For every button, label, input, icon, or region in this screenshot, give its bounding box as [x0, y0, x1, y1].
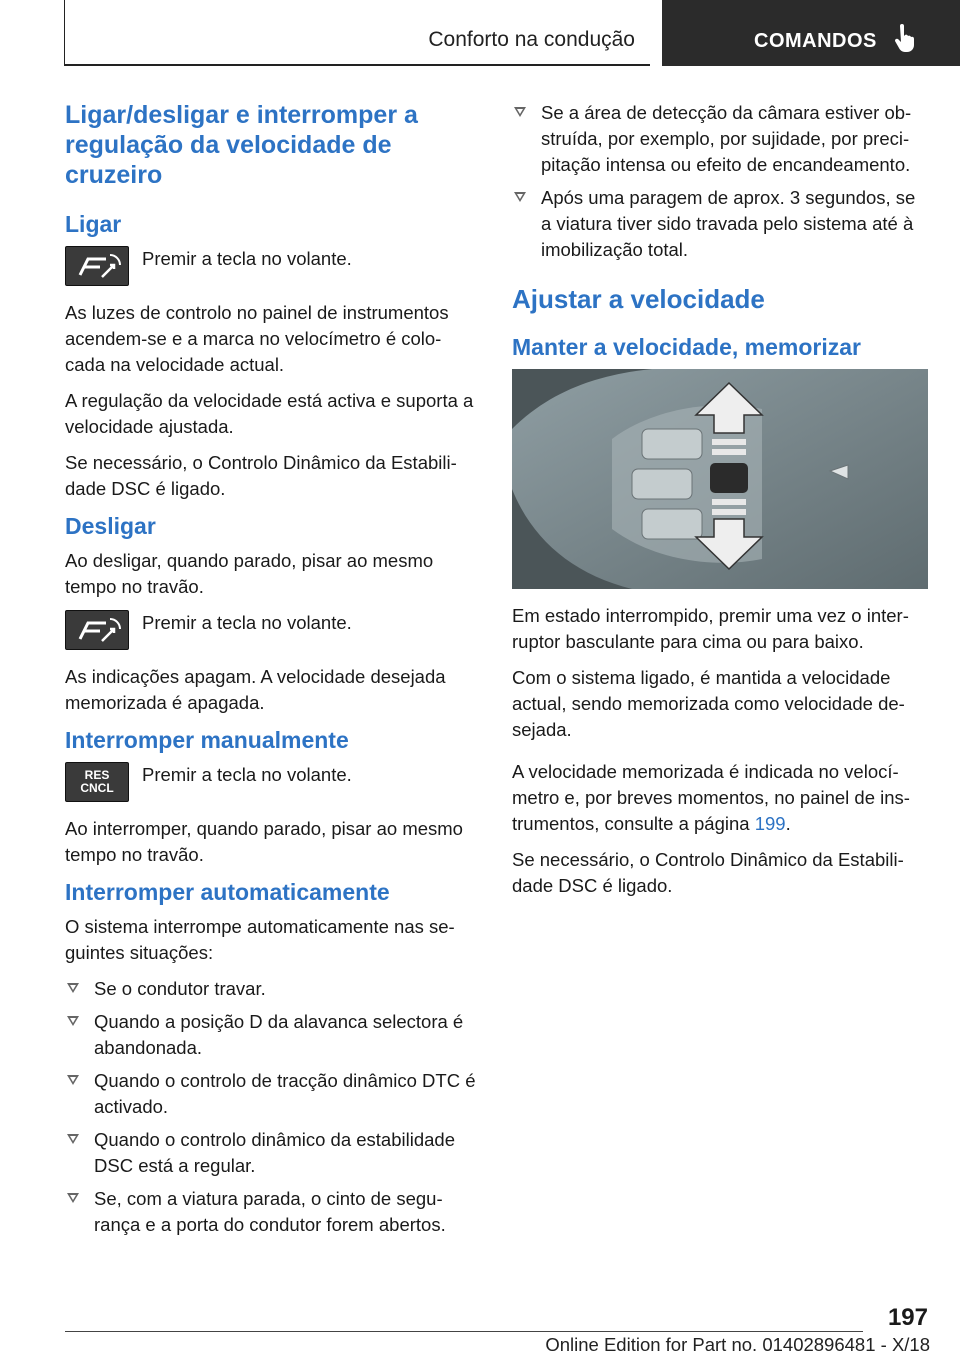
bullet-triangle-icon — [67, 1193, 79, 1203]
header-divider — [64, 0, 65, 64]
chapter-label: COMANDOS — [754, 30, 877, 52]
right-list — [512, 100, 930, 263]
heading-interromper-auto: Interromper automaticamente — [65, 879, 390, 905]
cruise-control-key-icon — [65, 246, 129, 286]
desligar-paragraph-2: As indicações apagam. A velocidade desejada memorizada é apagada. — [65, 666, 446, 713]
auto-paragraph-1: O sistema interrompe automaticamente nas se- guintes situações: — [65, 916, 455, 963]
right-paragraph-2: Com o sistema ligado, é mantida a velocidade actual, sendo memorizada como velocidade de- sejada. — [512, 667, 905, 740]
desligar-paragraph-1: Ao desligar, quando parado, pisar ao mesmo tempo no travão. — [65, 550, 434, 597]
heading-desligar: Desligar — [65, 513, 156, 539]
manual-paragraph-1: Ao interromper, quando parado, pisar ao mesmo tempo no travão. — [65, 818, 463, 865]
ligar-paragraph-3: Se necessário, o Controlo Dinâmico da Estabili- dade DSC é ligado. — [65, 452, 457, 499]
res-cncl-key-icon — [65, 762, 129, 802]
left-column — [65, 100, 480, 1245]
manual-instruction — [65, 762, 480, 802]
list-item: Se, com a viatura parada, o cinto de segu- rança e a porta do condutor forem abertos. — [65, 1186, 480, 1238]
list-item: Quando a posição D da alavanca selectora é abandonada. — [65, 1009, 480, 1061]
desligar-icon-text: Premir a tecla no volante. — [142, 612, 352, 633]
heading-ajustar-velocidade: Ajustar a velocidade — [512, 284, 765, 314]
bullet-triangle-icon — [514, 192, 526, 202]
steering-wheel-photo — [512, 369, 928, 589]
list-item: Se o condutor travar. — [65, 976, 480, 1002]
ligar-instruction — [65, 246, 480, 286]
cruise-control-key-icon — [65, 610, 129, 650]
heading-ligar: Ligar — [65, 211, 122, 237]
bullet-triangle-icon — [67, 1075, 79, 1085]
res-cncl-label: RES CNCL — [80, 768, 114, 795]
list-item: Se a área de detecção da câmara estiver ob- struída, por exemplo, por sujidade, por preci- pitação intensa ou efeito de encandeamento. — [512, 100, 930, 178]
desligar-instruction — [65, 610, 480, 650]
right-paragraph-1: Em estado interrompido, premir uma vez o inter- ruptor basculante para cima ou para baixo. — [512, 605, 909, 652]
right-column — [512, 100, 930, 909]
header-underline — [64, 64, 650, 66]
section-title: Conforto na condução — [428, 28, 635, 51]
right-paragraph-3: A velocidade memorizada é indicada no velocí- metro e, por breves momentos, no painel de ins- trumentos, consulte a página 199. — [512, 761, 910, 834]
ligar-paragraph-1: As luzes de controlo no painel de instrumentos acendem-se e a marca no velocímetro é colo- cada na velocidade actual. — [65, 302, 449, 375]
heading-manter-velocidade: Manter a velocidade, memorizar — [512, 334, 861, 360]
heading-interromper-manual: Interromper manualmente — [65, 727, 349, 753]
list-item: Quando o controlo dinâmico da estabilidade DSC está a regular. — [65, 1127, 480, 1179]
bullet-triangle-icon — [67, 983, 79, 993]
auto-list — [65, 976, 480, 1238]
ligar-paragraph-2: A regulação da velocidade está activa e suporta a velocidade ajustada. — [65, 390, 474, 437]
page-number: 197 — [887, 1304, 928, 1331]
ligar-icon-text: Premir a tecla no volante. — [142, 248, 352, 269]
bullet-triangle-icon — [67, 1016, 79, 1026]
footer-divider — [65, 1331, 863, 1332]
list-item: Após uma paragem de aprox. 3 segundos, se a viatura tiver sido travada pelo sistema até à imobilização total. — [512, 185, 930, 263]
chapter-tab[interactable] — [662, 0, 960, 66]
hand-pointer-icon — [894, 24, 916, 52]
page-199-link[interactable]: 199 — [754, 813, 786, 834]
edition-text: Online Edition for Part no. 01402896481 - X/18 — [545, 1334, 930, 1355]
page-footer — [65, 1296, 930, 1362]
bullet-triangle-icon — [67, 1134, 79, 1144]
main-heading: Ligar/desligar e interromper a regulação da velocidade de cruzeiro — [65, 101, 418, 189]
list-item: Quando o controlo de tracção dinâmico DTC é activado. — [65, 1068, 480, 1120]
right-paragraph-4: Se necessário, o Controlo Dinâmico da Estabili- dade DSC é ligado. — [512, 849, 904, 896]
manual-icon-text: Premir a tecla no volante. — [142, 764, 352, 785]
page-header — [0, 0, 960, 66]
bullet-triangle-icon — [514, 107, 526, 117]
